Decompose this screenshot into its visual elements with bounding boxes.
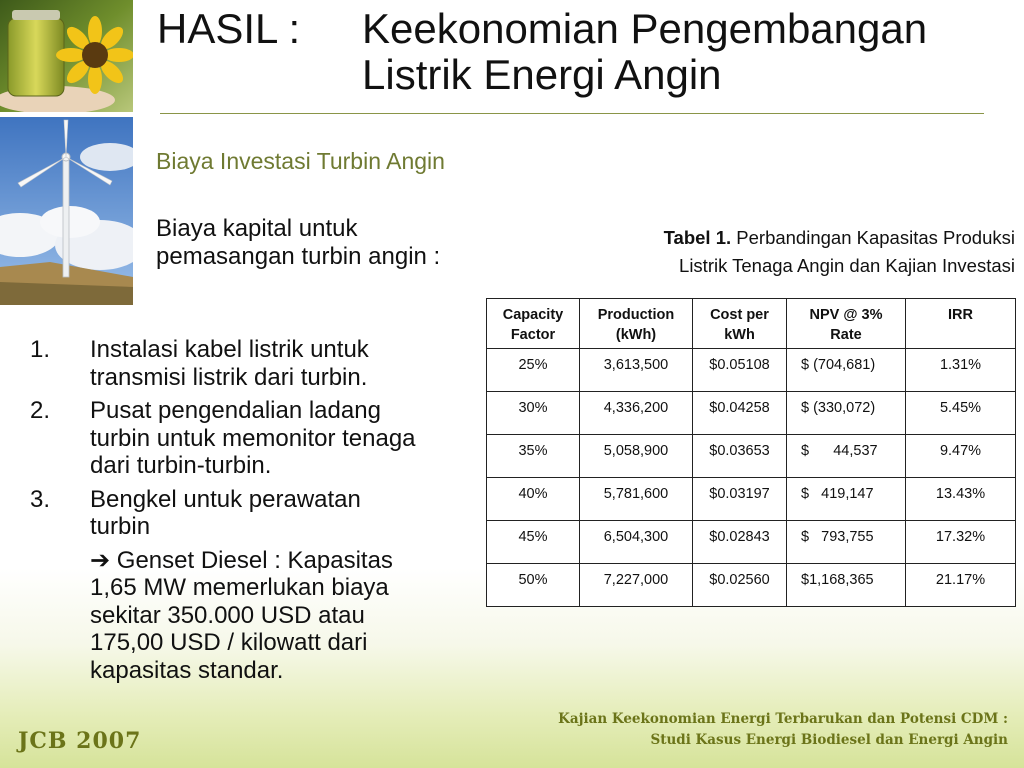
list-number: 1.	[30, 336, 51, 363]
table-cell: 6,504,300	[580, 521, 693, 564]
table-cell: 35%	[487, 435, 580, 478]
intro-line-2: pemasangan turbin angin :	[156, 243, 441, 270]
footer-line-2: Studi Kasus Energi Biodiesel dan Energi Angin	[650, 732, 1008, 748]
title-line-1: Keekonomian Pengembangan	[362, 5, 928, 52]
title-line-2: Listrik Energi Angin	[362, 51, 722, 98]
arrow-right-icon: ➔	[90, 546, 111, 574]
column-header: Capacity Factor	[487, 299, 580, 349]
table-cell: 1.31%	[906, 349, 1016, 392]
list-number: 2.	[30, 397, 51, 424]
column-header: Cost per kWh	[693, 299, 787, 349]
list-item	[30, 336, 490, 391]
table-cell: 21.17%	[906, 564, 1016, 607]
table-cell: $ 419,147	[787, 478, 906, 521]
investment-table	[486, 298, 1016, 607]
table-cell: $ (704,681)	[787, 349, 906, 392]
table-row	[487, 349, 1016, 392]
table-row	[487, 435, 1016, 478]
footer-study-title	[558, 709, 1008, 751]
column-header: Production (kWh)	[580, 299, 693, 349]
list-number: 3.	[30, 485, 51, 513]
subtitle: Biaya Investasi Turbin Angin	[156, 148, 445, 174]
table-cell: 5,781,600	[580, 478, 693, 521]
page-title	[362, 6, 1002, 98]
intro-text	[156, 215, 516, 271]
table-cell: $1,168,365	[787, 564, 906, 607]
table-caption	[560, 224, 1015, 280]
list-item-line: Instalasi kabel listrik untuk	[90, 336, 369, 363]
capital-cost-list	[30, 336, 490, 690]
table-cell: 3,613,500	[580, 349, 693, 392]
footer-line-1: Kajian Keekonomian Energi Terbarukan dan Potensi CDM :	[558, 711, 1008, 727]
table-cell: 17.32%	[906, 521, 1016, 564]
table-cell: 40%	[487, 478, 580, 521]
table-cell: $0.03653	[693, 435, 787, 478]
table-cell: 13.43%	[906, 478, 1016, 521]
table-cell: $0.02560	[693, 564, 787, 607]
table-cell: $ (330,072)	[787, 392, 906, 435]
table-cell: 5.45%	[906, 392, 1016, 435]
table-cell: 4,336,200	[580, 392, 693, 435]
list-item-line: Pusat pengendalian ladang	[90, 397, 381, 424]
table-cell: 7,227,000	[580, 564, 693, 607]
table-header-row	[487, 299, 1016, 349]
table-cell: 45%	[487, 521, 580, 564]
caption-line-2: Listrik Tenaga Angin dan Kajian Investasi	[679, 255, 1015, 276]
table-cell: $0.04258	[693, 392, 787, 435]
diesel-note-line: kapasitas standar.	[90, 656, 284, 684]
title-prefix: HASIL :	[157, 5, 301, 52]
title-divider	[160, 113, 984, 114]
list-item-line: turbin	[90, 513, 151, 540]
table-row	[487, 478, 1016, 521]
diesel-note-line: Genset Diesel : Kapasitas	[116, 546, 393, 574]
list-item	[30, 397, 490, 480]
diesel-note-line: sekitar 350.000 USD atau	[90, 601, 365, 629]
table-row	[487, 564, 1016, 607]
wind-turbine-photo	[0, 117, 133, 305]
column-header: NPV @ 3% Rate	[787, 299, 906, 349]
table-cell: 5,058,900	[580, 435, 693, 478]
diesel-note-line: 1,65 MW memerlukan biaya	[90, 574, 389, 601]
table-row	[487, 521, 1016, 564]
list-item-line: turbin untuk memonitor tenaga	[90, 424, 416, 452]
table-cell: $0.03197	[693, 478, 787, 521]
table-row	[487, 392, 1016, 435]
table-cell: $0.05108	[693, 349, 787, 392]
list-item-line: transmisi listrik dari turbin.	[90, 363, 368, 391]
diesel-note	[90, 547, 490, 685]
footer-logo-text: JCB 2007	[18, 728, 142, 754]
diesel-note-line: 175,00 USD / kilowatt dari	[90, 629, 368, 656]
intro-line-1: Biaya kapital untuk	[156, 215, 358, 242]
caption-label: Tabel 1.	[663, 227, 732, 248]
list-item-line: Bengkel untuk perawatan	[90, 485, 361, 513]
list-item-line: dari turbin-turbin.	[90, 452, 272, 479]
list-item	[30, 486, 490, 685]
caption-line-1: Perbandingan Kapasitas Produksi	[736, 227, 1015, 248]
table-cell: 9.47%	[906, 435, 1016, 478]
table-cell: $ 44,537	[787, 435, 906, 478]
table-cell: $ 793,755	[787, 521, 906, 564]
table-cell: 30%	[487, 392, 580, 435]
table-cell: 25%	[487, 349, 580, 392]
table-cell: 50%	[487, 564, 580, 607]
table-cell: $0.02843	[693, 521, 787, 564]
column-header: IRR	[906, 299, 1016, 349]
sunflower-jar-photo	[0, 0, 133, 112]
